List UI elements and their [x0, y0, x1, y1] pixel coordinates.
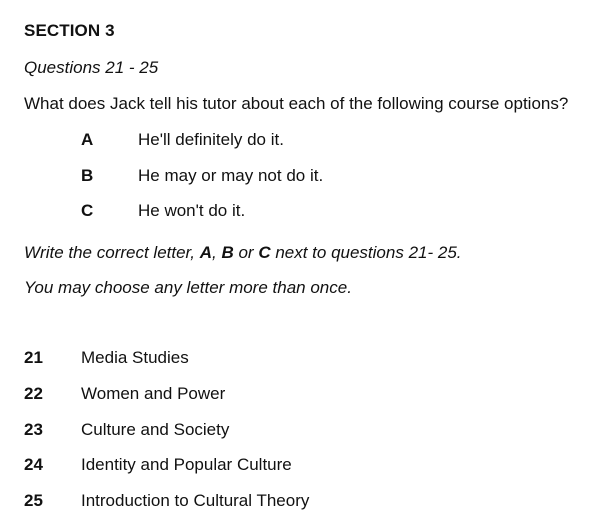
- question-number: 22: [24, 384, 43, 403]
- instruction-separator: ,: [212, 243, 222, 262]
- option-letter: A: [81, 130, 94, 149]
- instruction-write-letter: [24, 243, 462, 263]
- question-topic: Culture and Society: [81, 420, 230, 439]
- question-number: 25: [24, 491, 43, 510]
- questions-range: Questions 21 - 25: [24, 58, 159, 77]
- question-topic: Identity and Popular Culture: [81, 455, 292, 474]
- option-text: He won't do it.: [138, 201, 246, 220]
- option-letter: B: [81, 166, 94, 185]
- instruction-any-letter: You may choose any letter more than once.: [24, 278, 352, 297]
- question-topic: Women and Power: [81, 384, 226, 403]
- option-text: He'll definitely do it.: [138, 130, 284, 149]
- question-topic: Media Studies: [81, 348, 189, 367]
- question-topic: Introduction to Cultural Theory: [81, 491, 310, 510]
- instruction-letter-c: C: [258, 243, 271, 262]
- option-letter: C: [81, 201, 94, 220]
- instruction-letter-b: B: [221, 243, 234, 262]
- instruction-letter-a: A: [199, 243, 213, 262]
- instruction-text: next to questions 21- 25.: [270, 243, 462, 262]
- question-number: 21: [24, 348, 43, 367]
- option-text: He may or may not do it.: [138, 166, 324, 185]
- question-prompt: What does Jack tell his tutor about each of the following course options?: [24, 94, 569, 113]
- instruction-text: Write the correct letter,: [24, 243, 200, 262]
- question-number: 24: [24, 455, 43, 474]
- question-number: 23: [24, 420, 43, 439]
- section-title: SECTION 3: [24, 21, 115, 40]
- instruction-separator: or: [233, 243, 259, 262]
